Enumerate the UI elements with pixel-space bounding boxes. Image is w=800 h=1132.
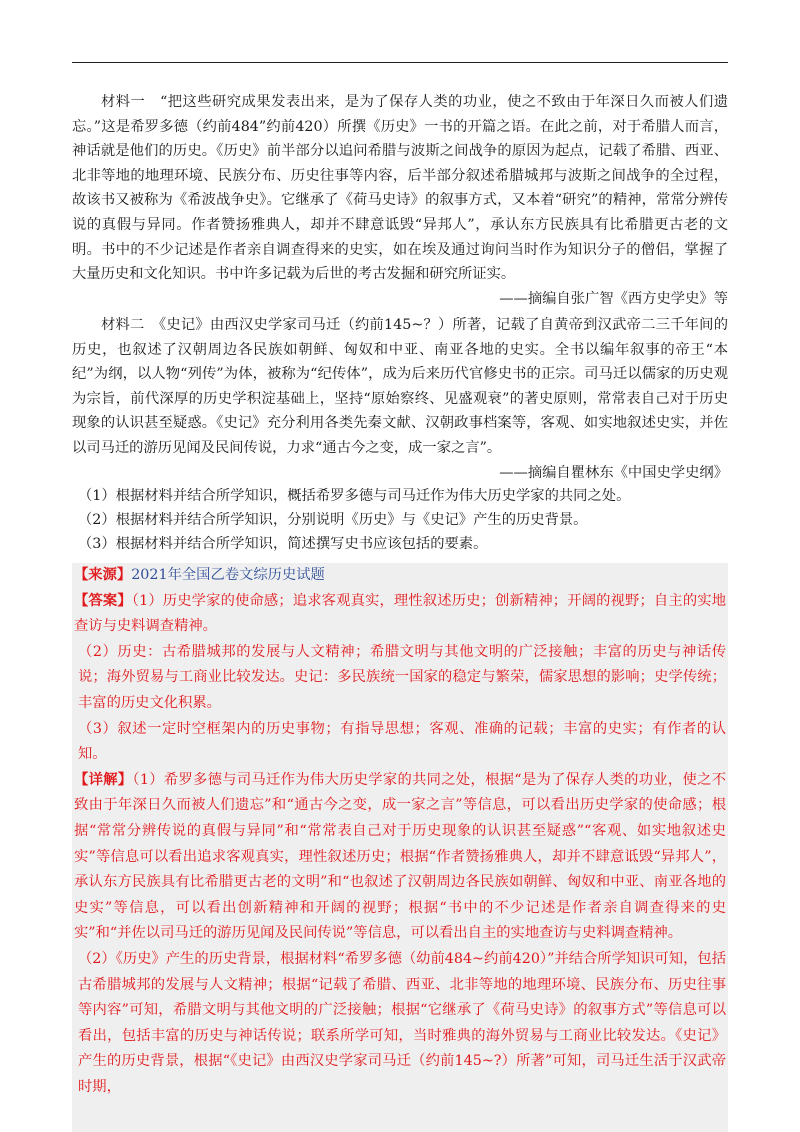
question-item: （1）根据材料并结合所学知识，概括希罗多德与司马迁作为伟大历史学家的共同之处。 — [78, 488, 631, 504]
material-two-text: 材料二 《史记》由西汉史学家司马迁（约前145~？）所著，记载了自黄帝到汉武帝二三千年间的历史，也叙述了汉朝周边各民族如朝鲜、匈奴和中亚、南亚各地的史实。全书以编年叙事的帝王“本纪”为纲，以人物“列传”为体，被称为“纪传体”，成为后来历代官修史书的正宗。司马迁以儒家的历史观为宗旨，前代深厚的历史学积淀基础上，坚持“原始察终、见盛观衰”的著史原则，常常表自己对于历史现象的认识甚至疑惑。《史记》充分利用各类先秦文献、汉朝政事档案等，客观、如实地叙述史实，并佐以司马迁的游历见闻及民间传说，力求“通古今之变，成一家之言”。 — [72, 317, 728, 456]
material-two-citation: ——摘编自瞿林东《中国史学史纲》 — [499, 464, 728, 481]
answer-paragraph-1 — [74, 589, 726, 640]
answer-paragraph-3: （3）叙述一定时空框架内的历史事物；有指导思想；客观、准确的记载；丰富的史实；有作者的认知。 — [78, 720, 726, 763]
answer-tag: 【答案】 — [74, 592, 132, 609]
source-line — [74, 563, 726, 589]
question-item: （2）根据材料并结合所学知识，分别说明《历史》与《史记》产生的历史背景。 — [78, 512, 588, 528]
answer-text-1: （1）历史学家的使命感；追求客观真实，理性叙述历史；创新精神；开阔的视野；自主的实地查访与史料调查精神。 — [74, 592, 727, 635]
source-tag: 【来源】 — [74, 567, 132, 583]
header-rule — [72, 62, 728, 63]
answer-section — [72, 563, 728, 1132]
material-one — [72, 90, 728, 311]
detail-text-1: （1）希罗多德与司马迁作为伟大历史学家的共同之处，根据“是为了保存人类的功业，使之不致由于年深日久而被人们遗忘”和“通古今之变，成一家之言”等信息，可以看出历史学家的使命感；根据“常常分辨传说的真假与异同”和“常常表自己对于历史现象的认识甚至疑惑”“客观、如实地叙述史实”等信息可以看出追求客观真实，理性叙述历史；根据“作者赞扬雅典人，却并不肆意诋毁“异邦人”，承认东方民族具有比希腊更古老的文明”和“也叙述了汉朝周边各民族如朝鲜、匈奴和中亚、南亚各地的史实”等信息，可以看出创新精神和开阔的视野；根据“书中的不少记述是作者亲自调查得来的史实”和“并佐以司马迁的游历见闻及民间传说”等信息，可以看出自主的实地查访与史料调查精神。 — [74, 771, 726, 942]
material-two — [72, 313, 728, 485]
detail-tag: 【详解】 — [74, 771, 133, 788]
detail-paragraph-1 — [74, 768, 726, 947]
material-one-citation: ——摘编自张广智《西方史学史》等 — [499, 290, 728, 307]
question-list — [72, 484, 728, 556]
answer-paragraph-2: （2）历史：古希腊城邦的发展与人文精神；希腊文明与其他文明的广泛接触；丰富的历史与神话传说；海外贸易与工商业比较发达。史记：多民族统一国家的稳定与繁荣，儒家思想的影响；史学传统；丰富的历史文化积累。 — [78, 643, 726, 711]
question-item: （3）根据材料并结合所学知识，简述撰写史书应该包括的要素。 — [78, 536, 488, 552]
material-one-text: 材料一 “把这些研究成果发表出来，是为了保存人类的功业，使之不致由于年深日久而被人们遗忘。”这是希罗多德（约前484”约前420）所撰《历史》一书的开篇之语。在此之前，对于希腊人而言，神话就是他们的历史。《历史》前半部分以追问希腊与波斯之间战争的原因为起点，记载了希腊、西亚、北非等地的地理环境、民族分布、历史往事等内容，后半部分叙述希腊城邦与波斯之间战争的全过程，故该书又被称为《希波战争史》。它继承了《荷马史诗》的叙事方式，又本着“研究”的精神，常常分辨传说的真假与异同。作者赞扬雅典人，却并不肆意诋毁“异邦人”，承认东方民族具有比希腊更古老的文明。书中的不少记述是作者亲自调查得来的史实，如在埃及通过询问当时作为知识分子的僧侣，掌握了大量历史和文化知识。书中许多记载为后世的考古发掘和研究所证实。 — [72, 94, 728, 283]
source-text: 2021年全国乙卷文综历史试题 — [131, 567, 325, 583]
detail-paragraph-2: （2）《历史》产生的历史背景，根据材料“希罗多德（幼前484~约前420）”并结合所学知识可知，包括古希腊城邦的发展与人文精神；根据“记载了希腊、西亚、北非等地的地理环境、民族分布、历史往事等内容”可知，希腊文明与其他文明的广泛接触；根据“它继承了《荷马史诗》的叙事方式”等信息可以看出，包括丰富的历史与神话传说；联系所学可知，当时雅典的海外贸易与工商业比较发达。《史记》产生的历史背景，根据“《史记》由西汉史学家司马迁（约前145~?）所著”可知，司马迁生活于汉武帝时期， — [78, 950, 726, 1095]
